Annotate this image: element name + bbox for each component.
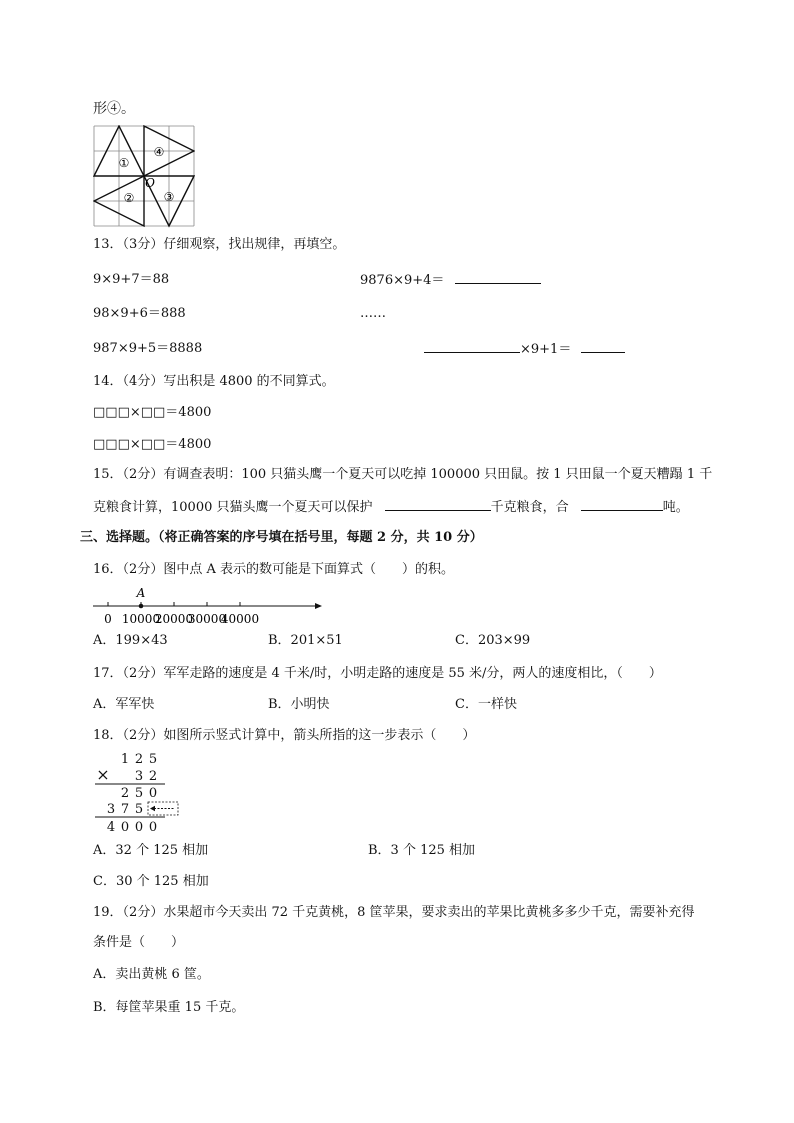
label-3: ③ (163, 190, 175, 204)
digit: 3 (134, 769, 144, 784)
rotation-grid-figure (93, 125, 195, 228)
q17-option-b[interactable]: B．小明快 (268, 697, 330, 712)
digit: 3 (106, 802, 116, 817)
q13-right-eq-1-text: 9876×9+4＝ (360, 273, 445, 288)
q13-eq-3: 987×9+5＝8888 (93, 341, 203, 356)
digit: 4 (106, 820, 116, 835)
q12-tail: 形④。 (93, 101, 135, 117)
vertical-multiplication (93, 749, 193, 835)
q19-line-2: 条件是（ ） (93, 935, 185, 950)
q16-stem: 16．（2分）图中点 A 表示的数可能是下面算式（ ）的积。 (93, 562, 454, 577)
q18-option-c[interactable]: C．30 个 125 相加 (93, 874, 209, 889)
q17-option-a[interactable]: A．军军快 (93, 697, 155, 712)
q15-line-2c: 吨。 (662, 500, 689, 515)
q15-line-2b: 千克粮食，合 (490, 500, 569, 515)
tick-label: 0 (104, 612, 112, 626)
digit: 7 (120, 802, 130, 817)
digit: 0 (148, 786, 158, 801)
label-1: ① (118, 156, 130, 170)
label-2: ② (123, 191, 135, 205)
digit: 2 (120, 786, 130, 801)
q13-right-eq-1 (360, 271, 541, 290)
q13-dots: …… (360, 306, 386, 321)
q15-line-2a: 克粮食计算，10000 只猫头鹰一个夏天可以保护 (93, 500, 373, 515)
q14-row-2: □□□×□□＝4800 (93, 437, 212, 452)
label-4: ④ (153, 145, 165, 159)
digit: 2 (148, 769, 158, 784)
answer-blank[interactable] (385, 498, 491, 511)
q13-stem: 13．（3分）仔细观察，找出规律，再填空。 (93, 237, 346, 252)
center-label-o: O (145, 176, 155, 190)
q15-line-2 (93, 498, 689, 517)
q19-line-1: 19．（2分）水果超市今天卖出 72 千克黄桃，8 筐苹果，要求卖出的苹果比黄桃多多少千克，需要补充得 (93, 905, 695, 920)
digit: 1 (120, 752, 130, 767)
tick-label: 30000 (187, 612, 227, 626)
tick-label: 10000 (121, 612, 161, 626)
answer-blank[interactable] (424, 340, 520, 353)
digit: 5 (134, 802, 144, 817)
answer-blank[interactable] (581, 340, 625, 353)
tick-label: 40000 (220, 612, 260, 626)
q15-line-1: 15．（2分）有调查表明：100 只猫头鹰一个夏天可以吃掉 100000 只田鼠。按 1 只田鼠一个夏天糟蹋 1 千 (93, 467, 713, 482)
q13-right-eq-3-text: ×9+1＝ (520, 342, 572, 357)
q16-option-a[interactable]: A．199×43 (93, 633, 168, 648)
q13-eq-2: 98×9+6＝888 (93, 306, 186, 321)
digit: 0 (120, 820, 130, 835)
tick-label: 20000 (154, 612, 194, 626)
digit: 2 (134, 752, 144, 767)
q13-eq-1: 9×9+7＝88 (93, 272, 170, 287)
digit: 0 (134, 820, 144, 835)
q18-option-b[interactable]: B．3 个 125 相加 (368, 843, 476, 858)
times-sign: × (96, 765, 110, 784)
answer-blank[interactable] (455, 271, 541, 284)
digit: 5 (134, 786, 144, 801)
digit: 5 (148, 752, 158, 767)
q19-option-b[interactable]: B．每筐苹果重 15 千克。 (93, 1000, 245, 1015)
number-line (93, 585, 323, 627)
q16-option-b[interactable]: B．201×51 (268, 633, 343, 648)
q18-option-a[interactable]: A．32 个 125 相加 (93, 843, 209, 858)
answer-blank[interactable] (581, 498, 663, 511)
point-a-label: A (136, 586, 146, 600)
q17-option-c[interactable]: C．一样快 (455, 697, 517, 712)
q13-right-eq-3 (424, 340, 625, 359)
q18-stem: 18．（2分）如图所示竖式计算中，箭头所指的这一步表示（ ） (93, 728, 476, 743)
q14-stem: 14．（4分）写出积是 4800 的不同算式。 (93, 374, 335, 389)
number-line-arrow (315, 603, 322, 609)
q19-option-a[interactable]: A．卖出黄桃 6 筐。 (93, 967, 210, 982)
q17-stem: 17．（2分）军军走路的速度是 4 千米/时，小明走路的速度是 55 米/分，两人的速度相比，（ ） (93, 666, 662, 681)
q14-row-1: □□□×□□＝4800 (93, 405, 212, 420)
digit: 0 (148, 820, 158, 835)
point-a-marker (139, 604, 144, 609)
pointer-arrow-icon (150, 806, 155, 811)
section-3-title: 三、选择题。（将正确答案的序号填在括号里，每题 2 分，共 10 分） (80, 530, 483, 545)
q16-option-c[interactable]: C．203×99 (455, 633, 531, 648)
